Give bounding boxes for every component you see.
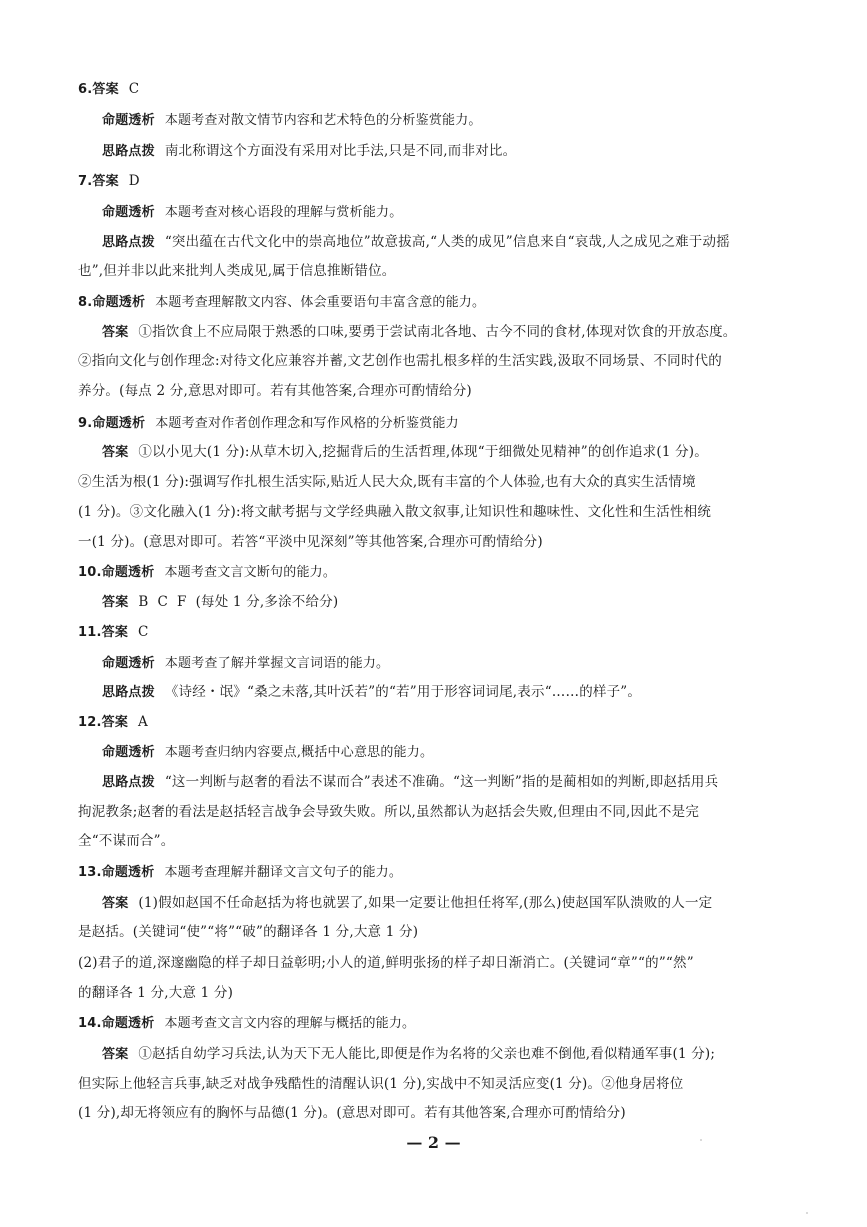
q13-analysis-line bbox=[78, 863, 402, 882]
q9-answer-text-1: ①以小见大(1 分):从草木切入,挖掘背后的生活哲理,体现“于细微处见精神”的创作追求(1 分)。 bbox=[138, 444, 708, 460]
q9-answer-text-4: 一(1 分)。(意思对即可。若答“平淡中见深刻”等其他答案,合理亦可酌情给分) bbox=[78, 534, 543, 550]
q11-number: 11. bbox=[78, 625, 102, 640]
q14-answer-text-3: (1 分),却无将领应有的胸怀与品德(1 分)。(意思对即可。若有其他答案,合理亦可酌情给分) bbox=[78, 1105, 626, 1121]
q8-answer-line-3 bbox=[78, 382, 472, 400]
q10-analysis-label: 命题透析 bbox=[101, 565, 155, 580]
q11-hint-line bbox=[102, 683, 641, 702]
q12-hint-text-2: 拘泥教条;赵奢的看法是赵括轻言战争会导致失败。所以,虽然都认为赵括会失败,但理由不同,因此不是完 bbox=[78, 804, 700, 820]
q7-answer-label: 答案 bbox=[92, 174, 119, 189]
q13-analysis-text: 本题考查理解并翻译文言文句子的能力。 bbox=[164, 865, 403, 880]
q12-hint-line-1 bbox=[102, 773, 718, 792]
q11-answer: C bbox=[138, 624, 149, 640]
q7-answer-line bbox=[78, 172, 140, 191]
q8-answer-label: 答案 bbox=[102, 325, 129, 340]
q7-hint-text-2: 也”,但并非以此来批判人类成见,属于信息推断错位。 bbox=[78, 263, 396, 279]
q8-analysis-line bbox=[78, 293, 485, 312]
q14-answer-text-2: 但实际上他轻言兵事,缺乏对战争残酷性的清醒认识(1 分),实战中不知灵活应变(1 分)。②他身居将位 bbox=[78, 1076, 684, 1092]
q6-analysis-text: 本题考查对散文情节内容和艺术特色的分析鉴赏能力。 bbox=[164, 113, 482, 128]
q7-analysis-line bbox=[102, 203, 402, 222]
q9-answer-line-3 bbox=[78, 503, 711, 521]
q6-hint-text: 南北称谓这个方面没有采用对比手法,只是不同,而非对比。 bbox=[164, 143, 517, 159]
q14-analysis-label: 命题透析 bbox=[101, 1016, 155, 1031]
q10-analysis-text: 本题考查文言文断句的能力。 bbox=[164, 565, 337, 580]
q11-analysis-label: 命题透析 bbox=[102, 656, 155, 671]
scan-speck bbox=[806, 1212, 808, 1214]
q12-answer-line bbox=[78, 713, 148, 732]
q13-answer-line-3 bbox=[78, 954, 694, 972]
q8-analysis-text: 本题考查理解散文内容、体会重要语句丰富含意的能力。 bbox=[155, 295, 486, 310]
q14-analysis-line bbox=[78, 1014, 415, 1033]
q7-hint-line-1 bbox=[102, 233, 730, 252]
q10-analysis-line bbox=[78, 563, 336, 582]
q7-analysis-label: 命题透析 bbox=[102, 205, 155, 220]
q13-answer-text-1: (1)假如赵国不任命赵括为将也就罢了,如果一定要让他担任将军,(那么)使赵国军队溃败的人一定 bbox=[138, 895, 713, 911]
q9-number: 9. bbox=[78, 416, 93, 431]
q12-analysis-label: 命题透析 bbox=[102, 745, 155, 760]
q12-hint-text-3: 全“不谋而合”。 bbox=[78, 833, 175, 849]
q6-answer-line bbox=[78, 80, 139, 99]
q7-hint-text-1: “突出蕴在古代文化中的崇高地位”故意拔高,“人类的成见”信息来自“哀哉,人之成见之难于动摇 bbox=[164, 234, 730, 250]
q6-answer-label: 答案 bbox=[92, 82, 119, 97]
q11-analysis-line bbox=[102, 654, 389, 673]
q11-hint-label: 思路点拨 bbox=[102, 685, 155, 700]
q6-answer: C bbox=[128, 81, 140, 97]
q9-answer-line-4 bbox=[78, 533, 543, 551]
q6-hint-line bbox=[102, 142, 516, 161]
q12-answer: A bbox=[138, 714, 148, 730]
q13-answer-line-4 bbox=[78, 984, 233, 1002]
q13-analysis-label: 命题透析 bbox=[101, 865, 155, 880]
q14-answer-line-1 bbox=[102, 1045, 715, 1064]
q13-answer-label: 答案 bbox=[102, 896, 129, 911]
q12-analysis-line bbox=[102, 743, 433, 762]
q13-answer-line-2 bbox=[78, 923, 418, 941]
q8-number: 8. bbox=[78, 295, 93, 310]
q6-hint-label: 思路点拨 bbox=[102, 144, 155, 159]
q8-answer-line-1 bbox=[102, 323, 737, 342]
q9-answer-line-2 bbox=[78, 473, 696, 491]
q9-answer-line-1 bbox=[102, 443, 708, 462]
q7-hint-line-2 bbox=[78, 262, 395, 280]
q10-answer-text: B C F (每处 1 分,多涂不给分) bbox=[138, 594, 339, 610]
q14-answer-label: 答案 bbox=[102, 1047, 129, 1062]
q8-answer-line-2 bbox=[78, 352, 722, 370]
q9-answer-text-3: (1 分)。③文化融入(1 分):将文献考据与文学经典融入散文叙事,让知识性和趣味性、文化性和生活性相统 bbox=[78, 504, 712, 520]
q12-answer-label: 答案 bbox=[101, 715, 129, 730]
q12-number: 12. bbox=[78, 715, 102, 730]
q12-hint-label: 思路点拨 bbox=[102, 775, 155, 790]
q9-analysis-label: 命题透析 bbox=[92, 416, 146, 431]
q13-answer-text-3: (2)君子的道,深邃幽隐的样子却日益彰明;小人的道,鲜明张扬的样子却日渐消亡。(关键词“章”“的”“然” bbox=[78, 955, 694, 971]
q13-answer-line-1 bbox=[102, 894, 712, 913]
q8-answer-text-2: ②指向文化与创作理念:对待文化应兼容并蓄,文艺创作也需扎根多样的生活实践,汲取不同场景、不同时代的 bbox=[78, 353, 722, 369]
q11-analysis-text: 本题考查了解并掌握文言词语的能力。 bbox=[164, 656, 390, 671]
q14-number: 14. bbox=[78, 1016, 102, 1031]
q14-answer-text-1: ①赵括自幼学习兵法,认为天下无人能比,即便是作为名将的父亲也难不倒他,看似精通军事(1 分); bbox=[138, 1046, 716, 1062]
q11-answer-line bbox=[78, 623, 149, 642]
q13-answer-text-2: 是赵括。(关键词“使”“将”“破”的翻译各 1 分,大意 1 分) bbox=[78, 924, 419, 940]
q12-hint-text-1: “这一判断与赵奢的看法不谋而合”表述不准确。“这一判断”指的是蔺相如的判断,即赵括用兵 bbox=[164, 774, 719, 790]
q8-answer-text-1: ①指饮食上不应局限于熟悉的口味,要勇于尝试南北各地、古今不同的食材,体现对饮食的开放态度。 bbox=[138, 324, 737, 340]
q11-answer-label: 答案 bbox=[101, 625, 129, 640]
q9-answer-text-2: ②生活为根(1 分):强调写作扎根生活实际,贴近人民大众,既有丰富的个人体验,也有大众的真实生活情境 bbox=[78, 474, 696, 490]
q7-answer: D bbox=[128, 173, 140, 189]
q10-number: 10. bbox=[78, 565, 102, 580]
q8-analysis-label: 命题透析 bbox=[92, 295, 146, 310]
q11-hint-text: 《诗经・氓》“桑之未落,其叶沃若”的“若”用于形容词词尾,表示“……的样子”。 bbox=[164, 684, 642, 700]
q6-number: 6. bbox=[78, 82, 93, 97]
q14-answer-line-2 bbox=[78, 1075, 683, 1093]
q6-analysis-label: 命题透析 bbox=[102, 113, 155, 128]
q14-analysis-text: 本题考查文言文内容的理解与概括的能力。 bbox=[164, 1016, 416, 1031]
q12-hint-line-3 bbox=[78, 832, 174, 850]
page-number: — 2 — bbox=[406, 1133, 461, 1152]
scan-speck bbox=[700, 1139, 702, 1141]
q10-answer-label: 答案 bbox=[102, 595, 129, 610]
q14-answer-line-3 bbox=[78, 1104, 626, 1122]
q9-analysis-line bbox=[78, 414, 459, 433]
q9-analysis-text: 本题考查对作者创作理念和写作风格的分析鉴赏能力 bbox=[155, 416, 459, 431]
q7-number: 7. bbox=[78, 174, 93, 189]
q8-answer-text-3: 养分。(每点 2 分,意思对即可。若有其他答案,合理亦可酌情给分) bbox=[78, 383, 472, 399]
q7-hint-label: 思路点拨 bbox=[102, 235, 155, 250]
q12-hint-line-2 bbox=[78, 803, 699, 821]
q13-number: 13. bbox=[78, 865, 102, 880]
q7-analysis-text: 本题考查对核心语段的理解与赏析能力。 bbox=[164, 205, 403, 220]
q13-answer-text-4: 的翻译各 1 分,大意 1 分) bbox=[78, 985, 234, 1001]
q10-answer-line bbox=[102, 593, 338, 612]
q12-analysis-text: 本题考查归纳内容要点,概括中心意思的能力。 bbox=[164, 745, 434, 760]
q6-analysis-line bbox=[102, 111, 482, 130]
q9-answer-label: 答案 bbox=[102, 445, 129, 460]
